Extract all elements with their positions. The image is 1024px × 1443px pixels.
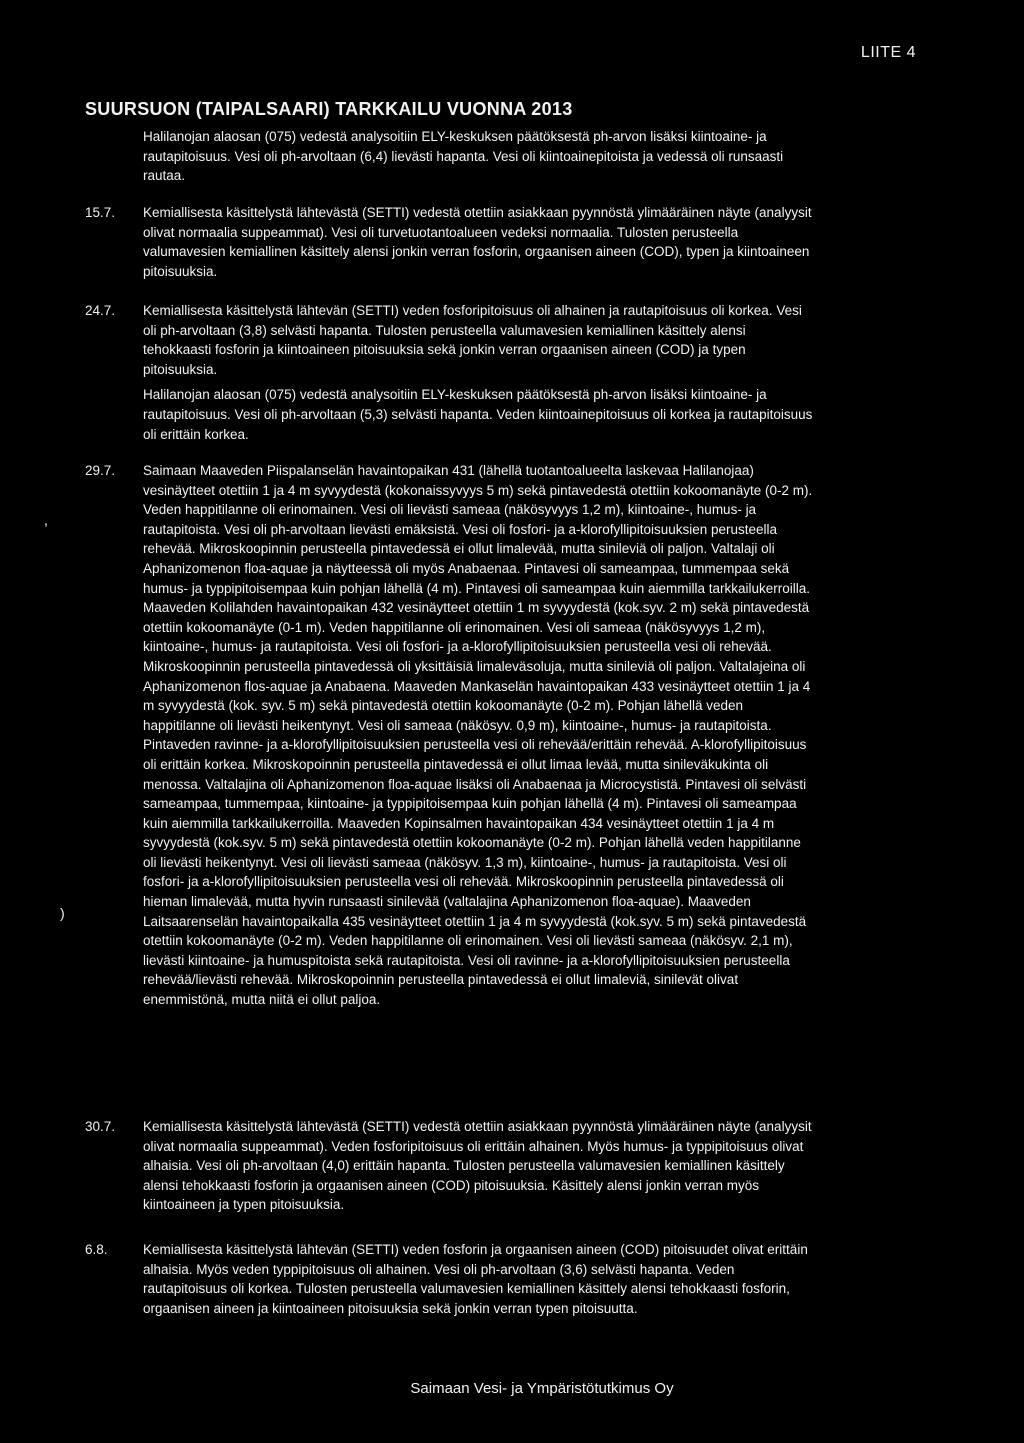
entry-paragraph: Halilanojan alaosan (075) vedestä analysoitiin ELY-keskuksen päätöksestä ph-arvon lisäksi kiintoaine- ja rautapitoisuus. Vesi oli ph-arvoltaan (5,3) selvästi hapanta. Veden kiintoainepitoisuus oli korkea ja rautapitoisuus oli erittäin korkea.: [143, 387, 813, 442]
intro-text: Halilanojan alaosan (075) vedestä analysoitiin ELY-keskuksen päätöksestä ph-arvon lisäksi kiintoaine- ja rautapitoisuus. Vesi oli ph-arvoltaan (6,4) lievästi hapanta. Vesi oli kiintoainepitoista ja vedessä oli runsaasti rautaa.: [143, 129, 784, 184]
entry-date: 6.8.: [85, 1242, 108, 1257]
entry-paragraph: Kemiallisesta käsittelystä lähtevän (SETTI) veden fosforipitoisuus oli alhainen ja rautapitoisuus oli korkea. Vesi oli ph-arvoltaan (3,8) selvästi hapanta. Tulosten perusteella valumavesien kemiallinen käsittely alensi tehokkaasti fosforin ja kiintoaineen pitoisuuksia sekä jonkin verran orgaanisen aineen (COD) ja typen pitoisuuksia.: [143, 303, 802, 377]
entry-date: 29.7.: [85, 463, 116, 478]
entry-24-7: [85, 301, 905, 444]
appendix-label: LIITE 4: [860, 44, 916, 61]
footer-company: Saimaan Vesi- ja Ympäristötutkimus Oy: [410, 1380, 674, 1397]
entry-paragraph: Kemiallisesta käsittelystä lähtevästä (SETTI) vedestä otettiin asiakkaan pyynnöstä ylimääräinen näyte (analyysit olivat normaalia suppeammat). Veden fosforipitoisuus oli erittäin alhainen. Myös humus- ja typpipitoisuus olivat alhaisia. Vesi oli ph-arvoltaan (4,0) erittäin hapanta. Tulosten perusteella valumavesien kemiallinen käsittely alensi tehokkaasti fosforin ja orgaanisen aineen (COD) pitoisuuksia. Käsittely alensi jonkin verran myös kiintoaineen ja typen pitoisuuksia.: [143, 1119, 812, 1213]
entry-body: [143, 301, 815, 444]
entry-date: 30.7.: [85, 1119, 116, 1134]
entry-body: [143, 203, 815, 281]
entry-15-7: [85, 203, 905, 281]
entry-29-7: [85, 461, 905, 1010]
scan-mark: ): [60, 905, 65, 921]
entry-date: 24.7.: [85, 303, 116, 318]
entry-paragraph: Saimaan Maaveden Piispalanselän havaintopaikan 431 (lähellä tuotantoalueelta laskevaa Halilanojaa) vesinäytteet otettiin 1 ja 4 m syvyydestä (kokonaissyvyys 5 m) sekä pintavedestä otettiin kokoomanäyte (0-2 m). Veden happitilanne oli erinomainen. Vesi oli lievästi sameaa (näkösyvyys 1,2 m), kiintoaine-, humus- ja rautapitoista. Vesi oli ph-arvoltaan lievästi emäksistä. Vesi oli fosfori- ja a-klorofyllipitoisuuksien perusteella rehevää. Mikroskoopinnin perusteella pintavedessä ei ollut limalevää, mutta sinileviä oli paljon. Valtalaji oli Aphanizomenon floa-aquae ja näytteessä oli myös Anabaenaa. Pintavesi oli sameampaa, tummempaa sekä humus- ja typpipitoisempaa kuin pohjan lähellä (4 m). Pintavesi oli sameampaa kuin aiemmilla tarkkailukerroilla. Maaveden Kolilahden havaintopaikan 432 vesinäytteet otettiin 1 m syvyydestä (kok.syv. 2 m) sekä pintavedestä otettiin kokoomanäyte (0-1 m). Veden happitilanne oli erinomainen. Vesi oli sameaa (näkösyvyys 1,2 m), kiintoaine-, humus- ja rautapitoista. Vesi oli fosfori- ja a-klorofyllipitoisuuksien perusteella vesi oli rehevää. Mikroskoopinnin perusteella pintavedessä oli yksittäisiä limaleväsoluja, mutta sinileviä oli paljon. Valtalajeina oli Aphanizomenon flos-aquae ja Anabaena. Maaveden Mankaselän havaintopaikan 433 vesinäytteet otettiin 1 ja 4 m syvyydestä (kok. syv. 5 m) sekä pintavedestä otettiin kokoomanäyte (0-2 m). Pohjan lähellä veden happitilanne oli lievästi heikentynyt. Vesi oli sameaa (näkösyv. 0,9 m), kiintoaine-, humus- ja rautapitoista. Pintaveden ravinne- ja a-klorofyllipitoisuuksien perusteella vesi oli rehevää/erittäin rehevää. A-klorofyllipitoisuus oli erittäin korkea. Mikroskopoinnin perusteella pintavedessä ei ollut limaa levää, mutta sinileväkukinta oli menossa. Valtalajina oli Aphanizomenon floa-aquae lisäksi oli Anabaenaa ja Microcystistä. Pintavesi oli selvästi sameampaa, tummempaa, kiintoaine- ja typpipitoisempaa kuin pohjan lähellä (4 m). Pintavesi oli sameampaa kuin aiemmilla tarkkailukerroilla. Maaveden Kopinsalmen havaintopaikan 434 vesinäytteet otettiin 1 ja 4 m syvyydestä (kok.syv. 5 m) sekä pintavedestä otettiin kokoomanäyte (0-2 m). Pohjan lähellä veden happitilanne oli lievästi heikentynyt. Vesi oli lievästi sameaa (näkösyv. 1,3 m), kiintoaine-, humus- ja rautapitoista. Vesi oli fosfori- ja a-klorofyllipitoisuuksien perusteella vesi oli rehevää. Mikroskoopinnin perusteella pintavedessä oli hieman limalevää, mutta hyvin runsaasti sinilevää (valtalajina Aphanizomenon floa-aquae). Maaveden Laitsaarenselän havaintopaikalla 435 vesinäytteet otettiin 1 ja 4 m syvyydestä (kok.syv. 5 m) sekä pintavedestä otettiin kokoomanäyte (0-2 m). Veden happitilanne oli erinomainen. Vesi oli lievästi sameaa (näkösyv. 2,1 m), lievästi kiintoaine- ja humuspitoista sekä rautapitoista. Vesi oli ravinne- ja a-klorofyllipitoisuuksien perusteella rehevää/lievästi rehevää. Mikroskopoinnin perusteella pintavedessä ei ollut limaleviä, sinilevät olivat enemmistönä, mutta niitä ei ollut paljoa.: [143, 463, 813, 1008]
entry-paragraph: Kemiallisesta käsittelystä lähtevän (SETTI) veden fosforin ja orgaanisen aineen (COD) pitoisuudet olivat erittäin alhaisia. Myös veden typpipitoisuus oli alhainen. Vesi oli ph-arvoltaan (3,6) selvästi hapanta. Veden rautapitoisuus oli korkea. Tulosten perusteella valumavesien kemiallinen käsittely alensi tehokkaasti fosforin, orgaanisen aineen ja kiintoaineen pitoisuuksia sekä jonkin verran typen pitoisuutta.: [143, 1242, 808, 1316]
scan-speck: ,: [44, 512, 48, 528]
entry-body: [143, 1240, 815, 1318]
entry-30-7: [85, 1117, 905, 1215]
entry-body: [143, 461, 815, 1010]
entry-paragraph: Kemiallisesta käsittelystä lähtevästä (SETTI) vedestä otettiin asiakkaan pyynnöstä ylimääräinen näyte (analyysit olivat normaalia suppeammat). Vesi oli turvetuotantoalueen vedeksi normaalia. Tulosten perusteella valumavesien kemiallinen käsittely alensi jonkin verran fosforin, orgaanisen aineen (COD), typen ja kiintoaineen pitoisuuksia.: [143, 205, 812, 279]
entry-body: [143, 1117, 815, 1215]
entry-date: 15.7.: [85, 205, 116, 220]
document-title: SUURSUON (TAIPALSAARI) TARKKAILU VUONNA 2013: [85, 99, 573, 119]
entry-6-8: [85, 1240, 905, 1318]
intro-paragraph: [143, 127, 823, 186]
